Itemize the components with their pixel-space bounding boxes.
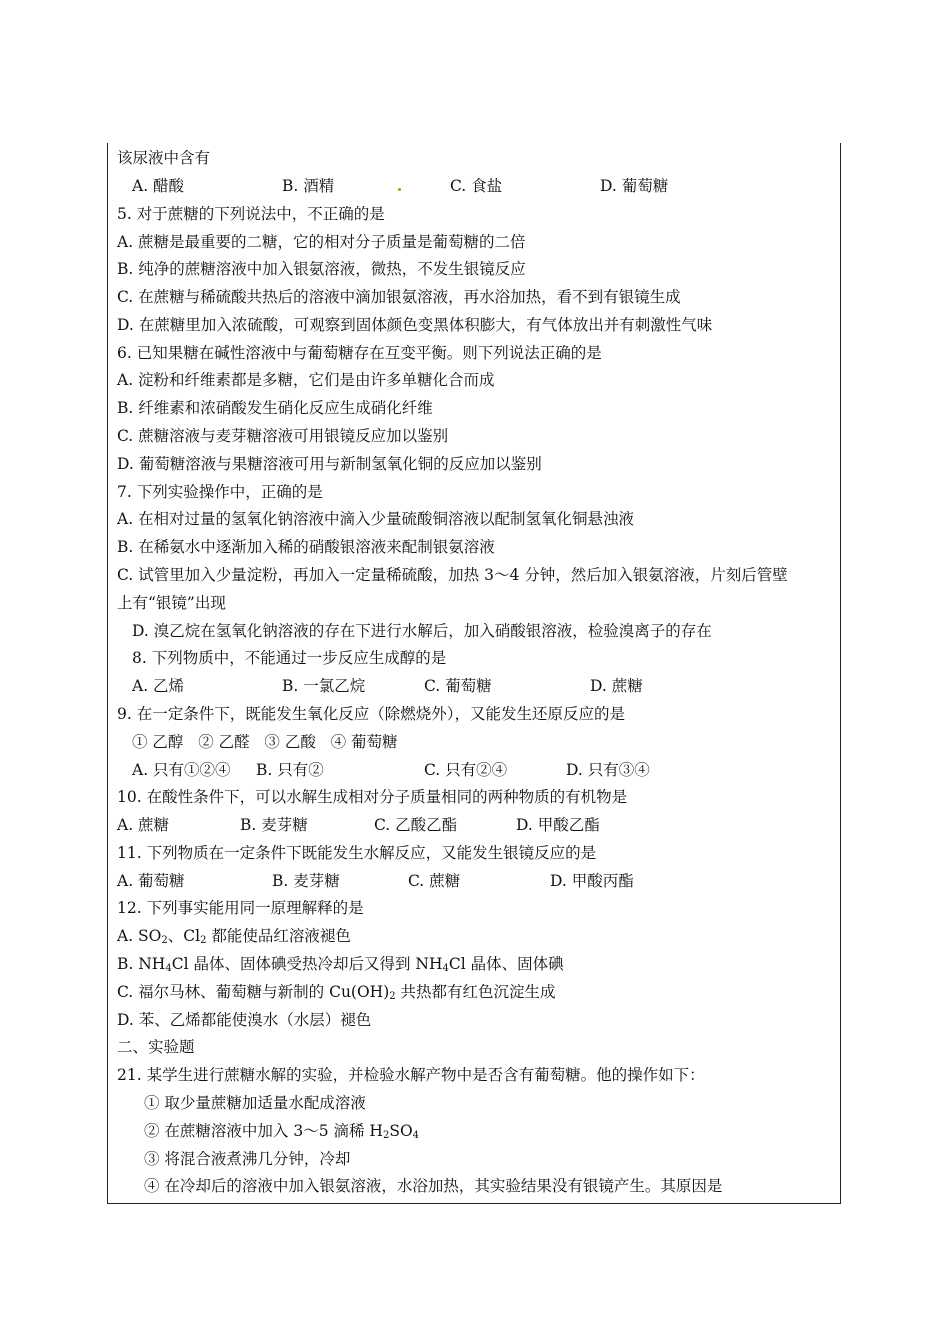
q8-option-b: B. 一氯乙烷 bbox=[282, 677, 366, 695]
q21-step-4: ④ 在冷却后的溶液中加入银氨溶液，水浴加热，其实验结果没有银镜产生。其原因是 bbox=[144, 1177, 723, 1195]
q12-option-c: C. 福尔马林、葡萄糖与新制的 $Cu(OH)_2$ 共热都有红色沉淀生成 bbox=[117, 983, 556, 1002]
q4-option-d: D. 葡萄糖 bbox=[600, 177, 669, 195]
section-heading: 二、实验题 bbox=[117, 1038, 195, 1056]
q9-option-c: C. 只有②④ bbox=[424, 761, 508, 779]
q21-stem: 21. 某学生进行蔗糖水解的实验，并检验水解产物中是否含有葡萄糖。他的操作如下： bbox=[117, 1066, 705, 1084]
q6-option-c: C. 蔗糖溶液与麦芽糖溶液可用银镜反应加以鉴别 bbox=[117, 427, 449, 445]
q5-option-b: B. 纯净的蔗糖溶液中加入银氨溶液，微热，不发生银镜反应 bbox=[117, 260, 526, 278]
q21-step-3: ③ 将混合液煮沸几分钟，冷却 bbox=[144, 1150, 351, 1168]
q5-option-c: C. 在蔗糖与稀硫酸共热后的溶液中滴加银氨溶液，再水浴加热，看不到有银镜生成 bbox=[117, 288, 681, 306]
q8-option-c: C. 葡萄糖 bbox=[424, 677, 492, 695]
q8-option-a: A. 乙烯 bbox=[132, 677, 185, 695]
intro-text: 该尿液中含有 bbox=[117, 149, 211, 167]
q4-option-a: A. 醋酸 bbox=[132, 177, 185, 195]
q12-option-a: A. $SO_2$、$Cl_2$ 都能使品红溶液褪色 bbox=[117, 927, 351, 946]
q12-option-b: B. $NH_4Cl$ 晶体、固体碘受热冷却后又得到 $NH_4Cl$ 晶体、固体碘 bbox=[117, 955, 564, 974]
q21-step-2: ② 在蔗糖溶液中加入 3～5 滴稀 $H_2SO_4$ bbox=[144, 1122, 420, 1141]
q10-option-d: D. 甲酸乙酯 bbox=[516, 816, 600, 834]
q12-option-d: D. 苯、乙烯都能使溴水（水层）褪色 bbox=[117, 1011, 372, 1029]
q7-option-a: A. 在相对过量的氢氧化钠溶液中滴入少量硫酸铜溶液以配制氢氧化铜悬浊液 bbox=[117, 510, 635, 528]
q9-option-a: A. 只有①②④ bbox=[132, 761, 231, 779]
q6-option-d: D. 葡萄糖溶液与果糖溶液可用与新制氢氧化铜的反应加以鉴别 bbox=[117, 455, 542, 473]
q9-option-d: D. 只有③④ bbox=[566, 761, 650, 779]
q10-option-c: C. 乙酸乙酯 bbox=[374, 816, 458, 834]
q5-option-a: A. 蔗糖是最重要的二糖，它的相对分子质量是葡萄糖的二倍 bbox=[117, 233, 526, 251]
scan-speck bbox=[398, 188, 401, 191]
q9-stem: 9. 在一定条件下，既能发生氧化反应（除燃烧外），又能发生还原反应的是 bbox=[117, 705, 625, 723]
q6-option-b: B. 纤维素和浓硝酸发生硝化反应生成硝化纤维 bbox=[117, 399, 433, 417]
q10-option-a: A. 蔗糖 bbox=[117, 816, 170, 834]
q11-option-a: A. 葡萄糖 bbox=[117, 872, 185, 890]
q5-stem: 5. 对于蔗糖的下列说法中，不正确的是 bbox=[117, 205, 385, 223]
q7-stem: 7. 下列实验操作中，正确的是 bbox=[117, 483, 323, 501]
q11-option-d: D. 甲酸丙酯 bbox=[550, 872, 634, 890]
q7-option-b: B. 在稀氨水中逐渐加入稀的硝酸银溶液来配制银氨溶液 bbox=[117, 538, 495, 556]
q8-stem: 8. 下列物质中，不能通过一步反应生成醇的是 bbox=[132, 649, 447, 667]
q4-option-b: B. 酒精 bbox=[282, 177, 335, 195]
q8-option-d: D. 蔗糖 bbox=[590, 677, 643, 695]
q12-stem: 12. 下列事实能用同一原理解释的是 bbox=[117, 899, 364, 917]
q10-stem: 10. 在酸性条件下，可以水解生成相对分子质量相同的两种物质的有机物是 bbox=[117, 788, 628, 806]
q7-option-c-line1: C. 试管里加入少量淀粉，再加入一定量稀硫酸，加热 3～4 分钟，然后加入银氨溶液，片刻后管壁 bbox=[117, 566, 788, 584]
q11-stem: 11. 下列物质在一定条件下既能发生水解反应，又能发生银镜反应的是 bbox=[117, 844, 597, 862]
q10-option-b: B. 麦芽糖 bbox=[240, 816, 308, 834]
q5-option-d: D. 在蔗糖里加入浓硫酸，可观察到固体颜色变黑体积膨大，有气体放出并有刺激性气味 bbox=[117, 316, 713, 334]
q7-option-d: D. 溴乙烷在氢氧化钠溶液的存在下进行水解后，加入硝酸银溶液，检验溴离子的存在 bbox=[132, 622, 712, 640]
q21-step-1: ① 取少量蔗糖加适量水配成溶液 bbox=[144, 1094, 366, 1112]
q11-option-b: B. 麦芽糖 bbox=[272, 872, 340, 890]
q6-option-a: A. 淀粉和纤维素都是多糖，它们是由许多单糖化合而成 bbox=[117, 371, 495, 389]
q7-option-c-line2: 上有“银镜”出现 bbox=[117, 594, 226, 612]
q4-option-c: C. 食盐 bbox=[450, 177, 503, 195]
q11-option-c: C. 蔗糖 bbox=[408, 872, 461, 890]
q6-stem: 6. 已知果糖在碱性溶液中与葡萄糖存在互变平衡。则下列说法正确的是 bbox=[117, 344, 602, 362]
q9-option-b: B. 只有② bbox=[256, 761, 324, 779]
q9-items: ① 乙醇 ② 乙醛 ③ 乙酸 ④ 葡萄糖 bbox=[132, 733, 398, 751]
